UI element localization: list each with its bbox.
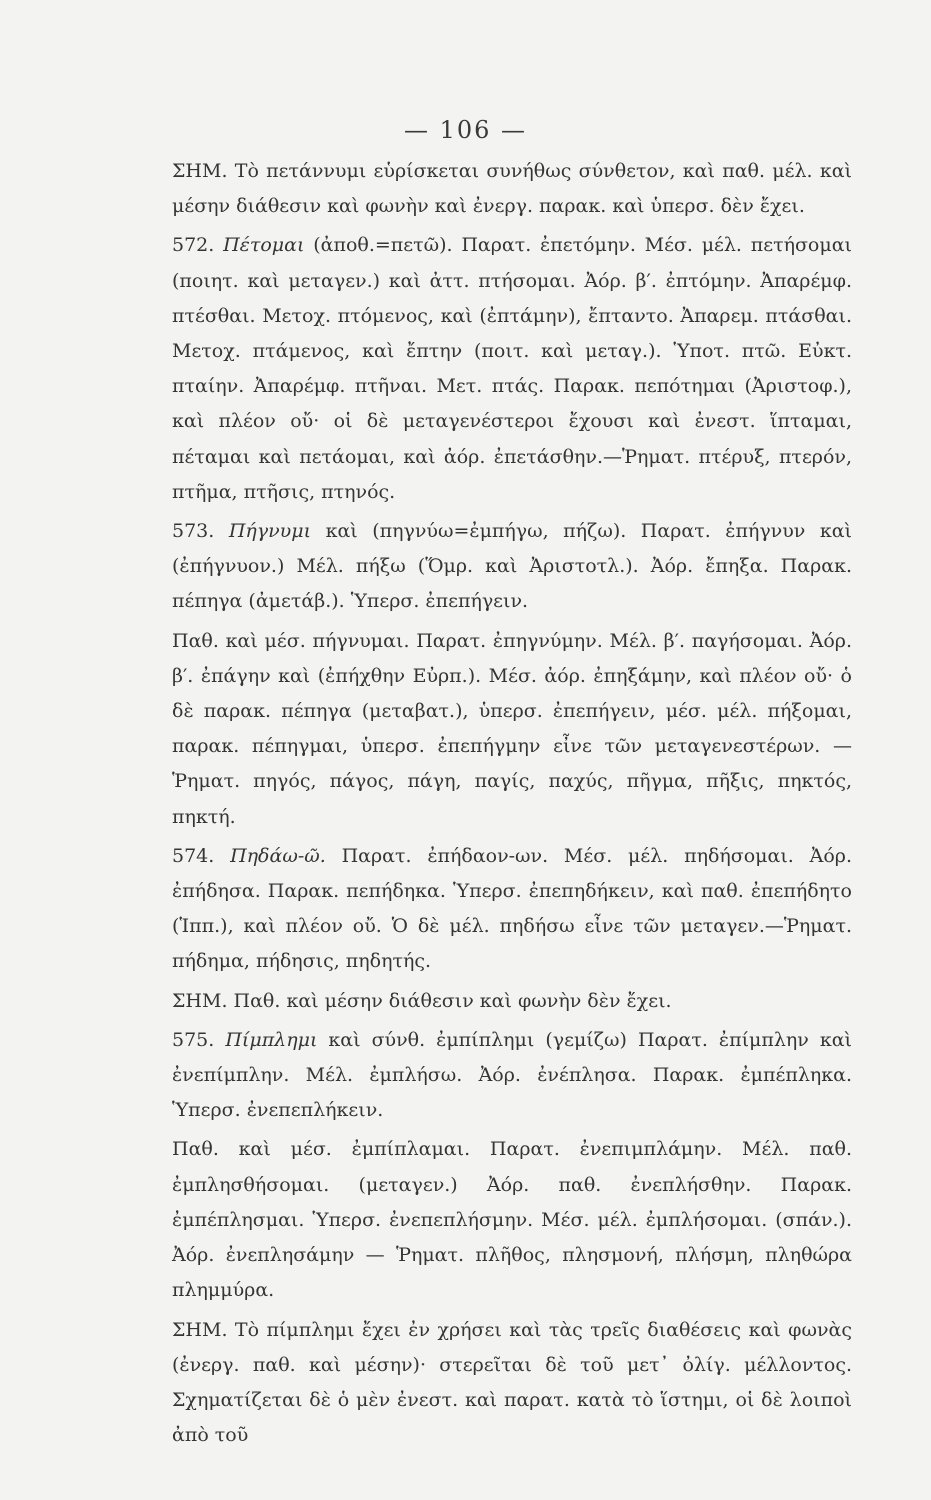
- entry-573: [172, 514, 852, 620]
- page-number: — 106 —: [403, 116, 528, 144]
- entry-572: [172, 228, 852, 510]
- entry-574: [172, 839, 852, 980]
- note-paragraph: [172, 984, 852, 1019]
- note-text: ΣΗΜ. Τὸ πετάννυμι εὑρίσκεται συνήθως σύνθετον, καὶ παθ. μέλ. καὶ μέσην διάθεσιν καὶ φωνὴν καὶ ἐνεργ. παρακ. καὶ ὑπερσ. δὲν ἔχει.: [172, 160, 852, 218]
- entry-575: [172, 1023, 852, 1129]
- note-text: ΣΗΜ. Παθ. καὶ μέσην διάθεσιν καὶ φωνὴν δὲν ἔχει.: [172, 989, 672, 1012]
- sub-paragraph-573: [172, 624, 852, 835]
- sub-text: Παθ. καὶ μέσ. ἐμπίπλαμαι. Παρατ. ἐνεπιμπλάμην. Μέλ. παθ. ἐμπλησθήσομαι. (μεταγεν.) Ἀόρ. παθ. ἐνεπλήσθην. Παρακ. ἐμπέπλησμαι. Ὑπερσ. ἐνεπεπλήσμην. Μέσ. μέλ. ἐμπλήσομαι. (σπάν.). Ἀόρ. ἐνεπλησάμην — Ῥηματ. πλῆθος, πλησμονή, πλήσμη, πληθώρα πλημμύρα.: [172, 1138, 852, 1302]
- note-paragraph: [172, 154, 852, 224]
- page-body: [172, 150, 852, 1453]
- entry-text: Παρατ. ἐπήδαον-ων. Μέσ. μέλ. πηδήσομαι. Ἀόρ. ἐπήδησα. Παρακ. πεπήδηκα. Ὑπερσ. ἐπεπηδήκειν, καὶ παθ. ἐπεπήδητο (Ἱππ.), καὶ πλέον οὔ. Ὁ δὲ μέλ. πηδήσω εἶνε τῶν μεταγεν.—Ῥηματ. πήδημα, πήδησις, πηδητής.: [172, 844, 853, 973]
- entry-lemma: Πηδάω-ῶ.: [230, 844, 326, 867]
- entry-number: 573.: [172, 520, 215, 543]
- entry-number: 574.: [172, 844, 215, 867]
- note-text: ΣΗΜ. Τὸ πίμπλημι ἔχει ἐν χρήσει καὶ τὰς τρεῖς διαθέσεις καὶ φωνὰς (ἐνεργ. παθ. καὶ μέσην)· στερεῖται δὲ τοῦ μετ᾽ ὀλίγ. μέλλοντος. Σχηματίζεται δὲ ὁ μὲν ἐνεστ. καὶ παρατ. κατὰ τὸ ἵστημι, οἱ δὲ λοιποὶ ἀπὸ τοῦ: [172, 1318, 852, 1447]
- sub-text: Παθ. καὶ μέσ. πήγνυμαι. Παρατ. ἐπηγνύμην. Μέλ. β′. παγήσομαι. Ἀόρ. β′. ἐπάγην καὶ (ἐπήχθην Εὐρπ.). Μέσ. ἀόρ. ἐπηξάμην, καὶ πλέον οὔ· ὁ δὲ παρακ. πέπηγα (μεταβατ.), ὑπερσ. ἐπεπήγειν, μέσ. μέλ. πήξομαι, παρακ. πέπηγμαι, ὑπερσ. ἐπεπήγμην εἶνε τῶν μεταγενεστέρων. — Ῥηματ. πηγός, πάγος, πάγη, παγίς, παχύς, πῆγμα, πῆξις, πηκτός, πηκτή.: [172, 629, 852, 828]
- entry-text: καὶ σύνθ. ἐμπίπλημι (γεμίζω) Παρατ. ἐπίμπλην καὶ ἐνεπίμπλην. Μέλ. ἐμπλήσω. Ἀόρ. ἐνέπλησα. Παρακ. ἐμπέπληκα. Ὑπερσ. ἐνεπεπλήκειν.: [172, 1028, 853, 1122]
- entry-lemma: Πέτομαι: [223, 234, 305, 257]
- entry-text: καὶ (πηγνύω=ἐμπήγω, πήζω). Παρατ. ἐπήγνυν καὶ (ἐπήγνυον.) Μέλ. πήξω (Ὅμρ. καὶ Ἀριστοτλ.). Ἀόρ. ἔπηξα. Παρακ. πέπηγα (ἀμετάβ.). Ὑπερσ. ἐπεπήγειν.: [172, 520, 852, 613]
- entry-number: 572.: [172, 234, 215, 257]
- entry-number: 575.: [172, 1028, 215, 1051]
- entry-text: (ἀποθ.=πετῶ). Παρατ. ἐπετόμην. Μέσ. μέλ. πετήσομαι (ποιητ. καὶ μεταγεν.) καὶ ἀττ. πτήσομαι. Ἀόρ. β′. ἐπτόμην. Ἀπαρέμφ. πτέσθαι. Μετοχ. πτόμενος, καὶ (ἐπτάμην), ἔπταντο. Ἀπαρεμ. πτάσθαι. Μετοχ. πτάμενος, καὶ ἔπτην (ποιτ. καὶ μεταγ.). Ὑποτ. πτῶ. Εὐκτ. πταίην. Ἀπαρέμφ. πτῆναι. Μετ. πτάς. Παρακ. πεπότημαι (Ἀριστοφ.), καὶ πλέον οὔ· οἱ δὲ μεταγενέστεροι ἔχουσι καὶ ἐνεστ. ἵπταμαι, πέταμαι καὶ πετάομαι, καὶ ἀόρ. ἐπετάσθην.—Ῥηματ. πτέρυξ, πτερόν, πτῆμα, πτῆσις, πτηνός.: [172, 234, 853, 503]
- entry-lemma: Πίμπλημι: [225, 1028, 318, 1051]
- note-paragraph: [172, 1313, 852, 1454]
- entry-lemma: Πήγνυμι: [228, 520, 312, 543]
- sub-paragraph-575: [172, 1132, 852, 1308]
